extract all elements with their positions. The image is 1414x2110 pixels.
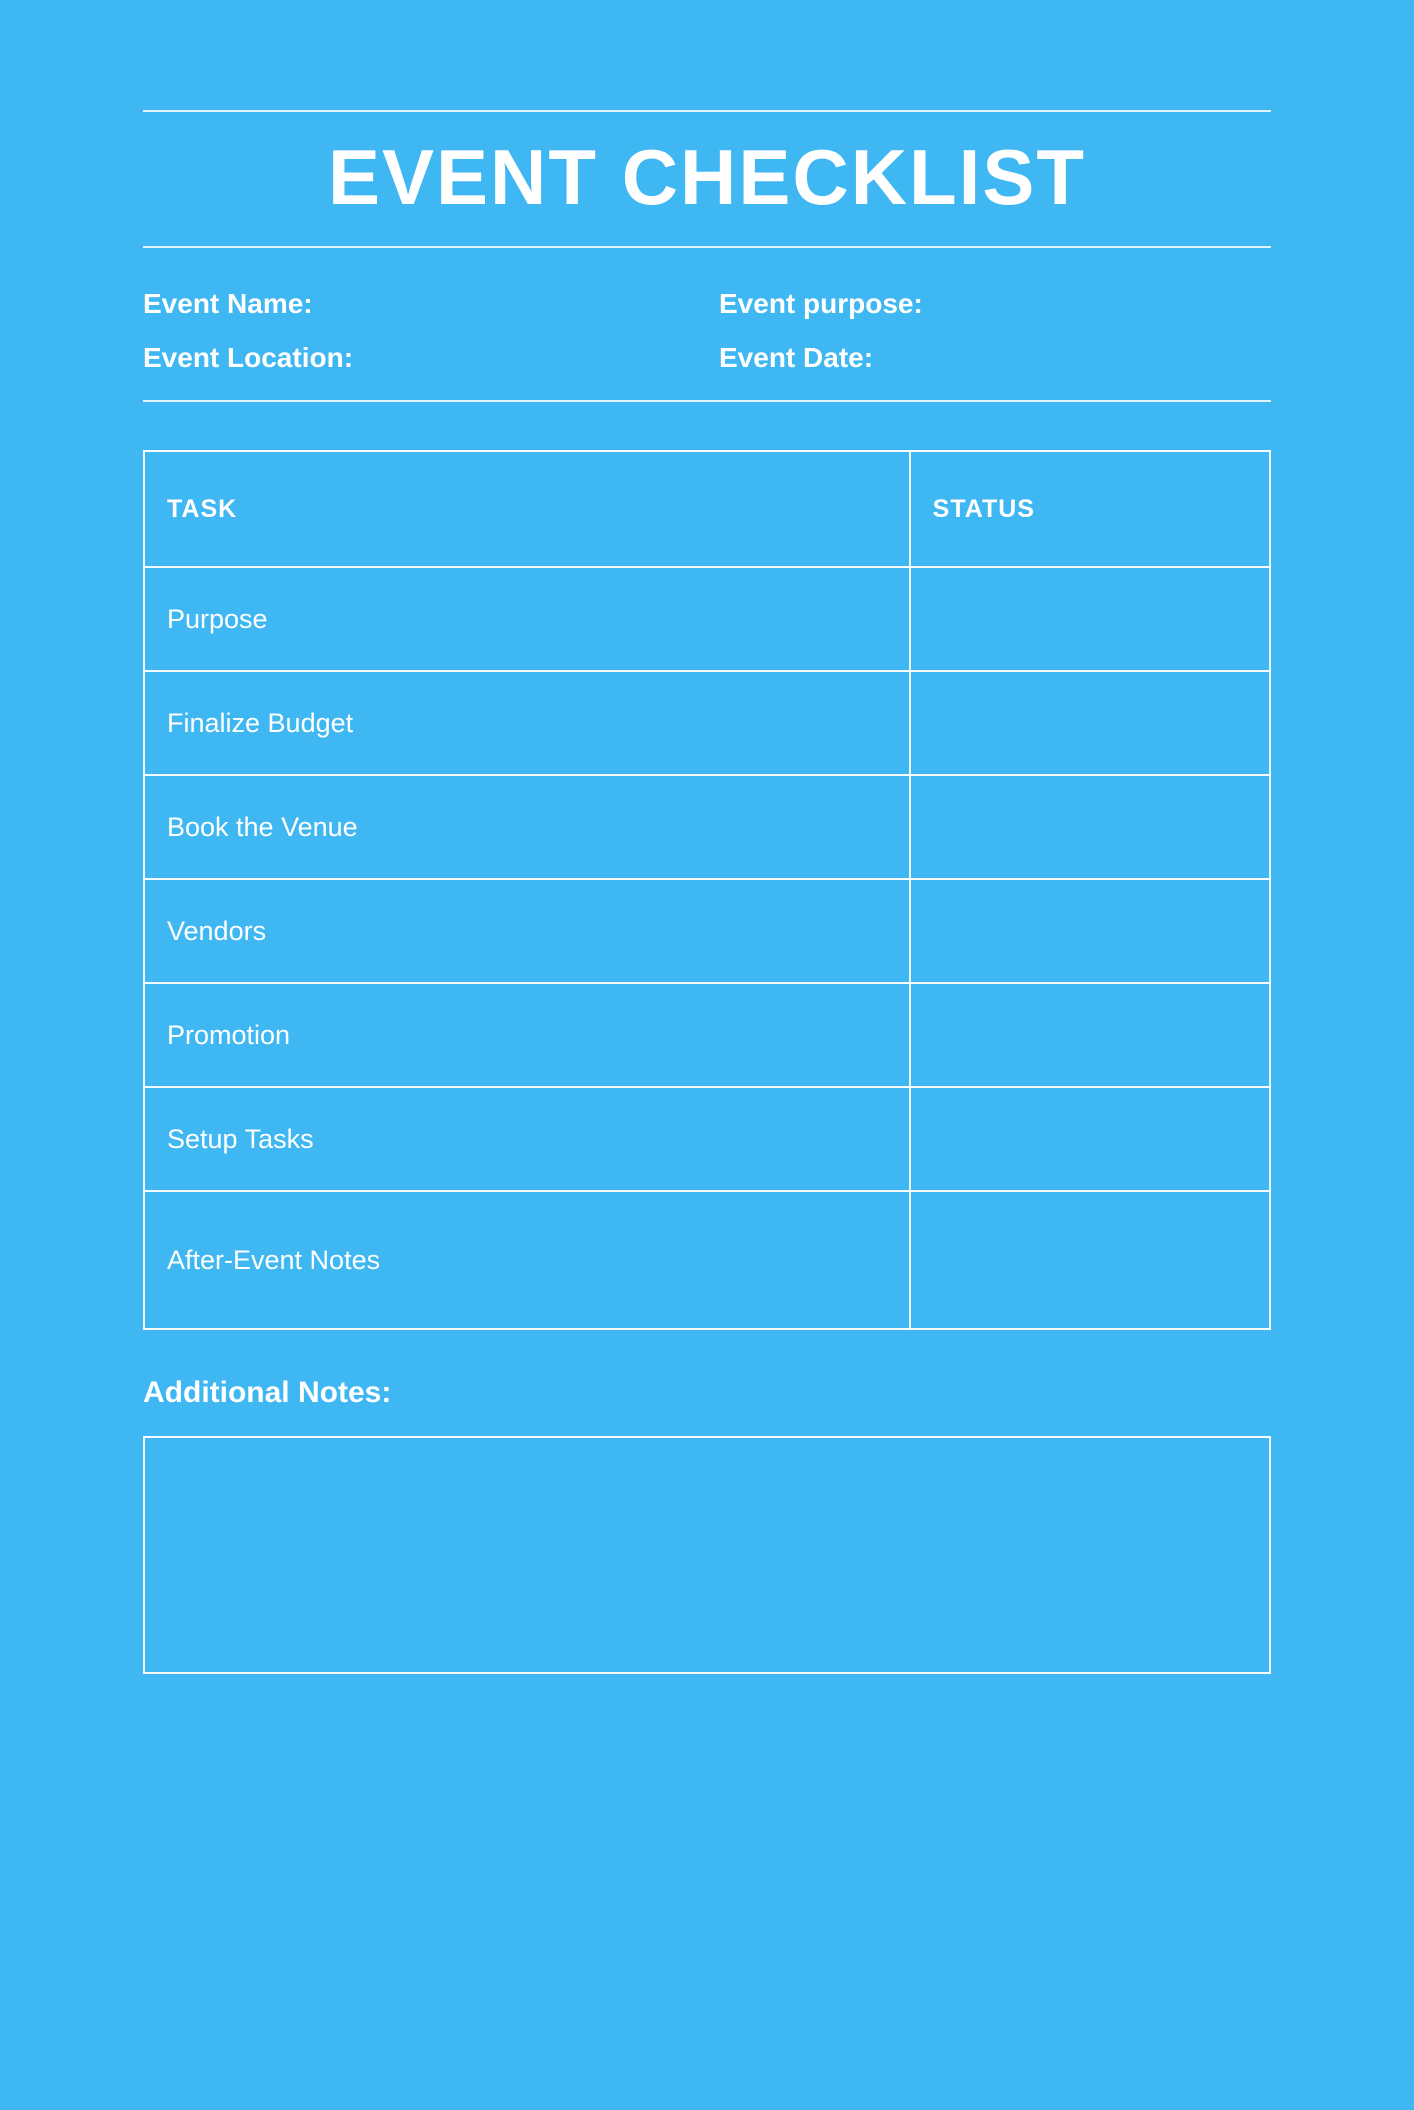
task-cell: Purpose (144, 567, 910, 671)
table-row (144, 567, 1270, 671)
event-location-label: Event Location: (143, 342, 354, 373)
table-row (144, 671, 1270, 775)
additional-notes-box[interactable] (143, 1436, 1271, 1674)
task-cell: Vendors (144, 879, 910, 983)
table-row (144, 775, 1270, 879)
event-date-label: Event Date: (719, 342, 874, 373)
task-cell: After-Event Notes (144, 1191, 910, 1329)
event-purpose-label: Event purpose: (719, 288, 923, 319)
status-cell[interactable] (910, 1087, 1270, 1191)
table-row (144, 879, 1270, 983)
column-header-status: STATUS (910, 451, 1270, 567)
task-cell: Promotion (144, 983, 910, 1087)
column-header-task: TASK (144, 451, 910, 567)
title-block (143, 110, 1271, 248)
status-cell[interactable] (910, 567, 1270, 671)
status-cell[interactable] (910, 671, 1270, 775)
additional-notes-label: Additional Notes: (143, 1376, 392, 1409)
page-title: EVENT CHECKLIST (327, 133, 1087, 221)
status-cell[interactable] (910, 983, 1270, 1087)
status-cell[interactable] (910, 879, 1270, 983)
event-checklist-page (0, 110, 1414, 2110)
status-cell[interactable] (910, 1191, 1270, 1329)
checklist-table (143, 450, 1271, 1330)
meta-column-left (143, 290, 707, 372)
event-meta-fields (143, 290, 1271, 402)
status-cell[interactable] (910, 775, 1270, 879)
task-cell: Book the Venue (144, 775, 910, 879)
meta-column-right (707, 290, 1271, 372)
task-cell: Setup Tasks (144, 1087, 910, 1191)
table-row (144, 1191, 1270, 1329)
task-cell: Finalize Budget (144, 671, 910, 775)
event-name-label: Event Name: (143, 288, 313, 319)
table-row (144, 983, 1270, 1087)
table-row (144, 1087, 1270, 1191)
table-header-row (144, 451, 1270, 567)
